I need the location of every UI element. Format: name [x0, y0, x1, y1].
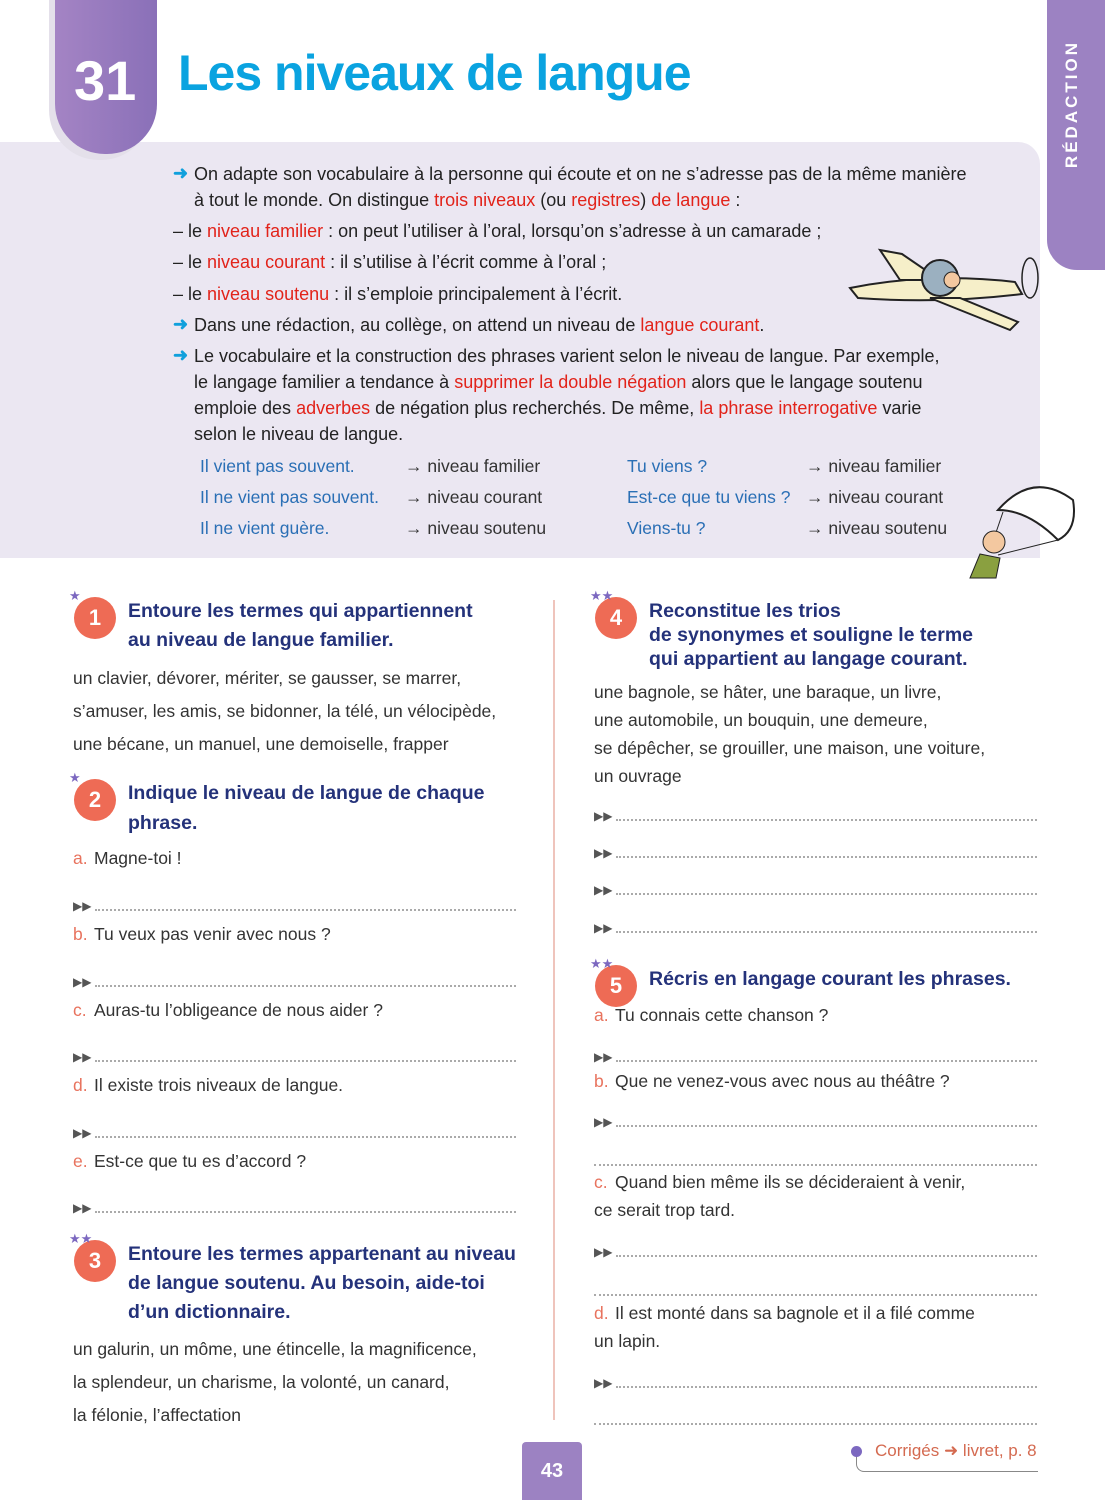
exercise-text: une automobile, un bouquin, une demeure, — [594, 710, 928, 730]
star-icon: ★★ — [590, 588, 614, 603]
answer-line[interactable] — [594, 1164, 1037, 1166]
highlight-term: la phrase interrogative — [699, 398, 878, 418]
item-letter: a. — [594, 1005, 609, 1025]
answer-line[interactable] — [95, 985, 516, 987]
answer-line[interactable] — [594, 1423, 1037, 1425]
item-letter: d. — [73, 1075, 88, 1095]
double-chevron-icon: ▶▶ — [73, 1050, 92, 1064]
exercise-number: 5 — [595, 965, 637, 1007]
answer-line[interactable] — [616, 1255, 1037, 1257]
text-segment: selon le niveau de langue. — [194, 424, 404, 444]
double-chevron-icon: ▶▶ — [594, 846, 613, 860]
text-segment: – le — [173, 252, 208, 272]
lesson-line — [194, 372, 923, 393]
text-segment: : il s’emploie principalement à l’écrit. — [329, 284, 623, 304]
example-phrase: Tu viens ? — [627, 456, 708, 476]
example-level: → niveau soutenu — [405, 518, 547, 538]
bullet-icon — [851, 1446, 862, 1457]
item-sentence: Quand bien même ils se décideraient à venir, — [615, 1172, 966, 1192]
example-phrase: Il ne vient guère. — [200, 518, 330, 538]
answer-line[interactable] — [594, 1294, 1037, 1296]
answer-line[interactable] — [616, 819, 1037, 821]
double-chevron-icon: ▶▶ — [594, 809, 613, 823]
double-chevron-icon: ▶▶ — [73, 899, 92, 913]
lesson-line — [173, 252, 606, 273]
item-letter: d. — [594, 1303, 609, 1323]
star-icon: ★★ — [69, 1231, 93, 1246]
exercise-text: s’amuser, les amis, se bidonner, la télé, un vélocipède, — [73, 701, 497, 721]
highlight-term: trois niveaux — [434, 190, 536, 210]
arrow-right-icon: ➜ — [173, 163, 189, 183]
item-sentence: Il existe trois niveaux de langue. — [94, 1075, 344, 1095]
example-level: → niveau soutenu — [806, 518, 948, 538]
double-chevron-icon: ▶▶ — [594, 1245, 613, 1259]
star-icon: ★ — [69, 588, 81, 603]
answer-line[interactable] — [95, 1136, 516, 1138]
exercise-text: un ouvrage — [594, 766, 682, 786]
item-letter: c. — [73, 1000, 87, 1020]
highlight-term: adverbes — [296, 398, 371, 418]
highlight-term: langue courant — [640, 315, 760, 335]
text-segment: de négation plus recherchés. De même, — [370, 398, 700, 418]
item-sentence: Tu connais cette chanson ? — [615, 1005, 829, 1025]
highlight-term: de langue — [651, 190, 731, 210]
item-letter: c. — [594, 1172, 608, 1192]
answer-line[interactable] — [616, 893, 1037, 895]
exercise-text: la félonie, l’affectation — [73, 1405, 241, 1425]
lesson-line — [194, 315, 764, 336]
airplane-illustration — [840, 238, 1040, 338]
exercise-text: une bagnole, se hâter, une baraque, un livre, — [594, 682, 942, 702]
answer-line[interactable] — [616, 1060, 1037, 1062]
exercise-number: 4 — [595, 597, 637, 639]
item-letter: a. — [73, 848, 88, 868]
lesson-line — [194, 424, 403, 445]
double-chevron-icon: ▶▶ — [594, 921, 613, 935]
double-chevron-icon: ▶▶ — [594, 1115, 613, 1129]
highlight-term: niveau courant — [207, 252, 326, 272]
double-chevron-icon: ▶▶ — [594, 883, 613, 897]
item-sentence: Que ne venez-vous avec nous au théâtre ? — [615, 1071, 950, 1091]
exercise-instruction: Indique le niveau de langue de chaque — [128, 782, 485, 804]
exercise-instruction: Entoure les termes qui appartiennent — [128, 600, 473, 622]
exercise-instruction: Récris en langage courant les phrases. — [649, 968, 1011, 990]
item-sentence: Il est monté dans sa bagnole et il a filé comme — [615, 1303, 975, 1323]
answer-line[interactable] — [616, 856, 1037, 858]
example-phrase: Est-ce que tu viens ? — [627, 487, 791, 507]
answer-line[interactable] — [616, 1125, 1037, 1127]
text-segment: : — [730, 190, 741, 210]
lesson-line — [194, 164, 967, 185]
text-segment: à tout le monde. On distingue — [194, 190, 435, 210]
exercise-instruction: qui appartient au langage courant. — [649, 648, 968, 670]
lesson-line — [173, 221, 821, 242]
answer-line[interactable] — [95, 1211, 516, 1213]
item-sentence: Est-ce que tu es d’accord ? — [94, 1151, 307, 1171]
answer-line[interactable] — [616, 1386, 1037, 1388]
item-sentence: Magne-toi ! — [94, 848, 182, 868]
double-chevron-icon: ▶▶ — [594, 1376, 613, 1390]
arrow-right-icon: ➜ — [173, 345, 189, 365]
exercise-text: un galurin, un môme, une étincelle, la magnificence, — [73, 1339, 477, 1359]
text-segment: : on peut l’utiliser à l’oral, lorsqu’on s’adresse à un camarade ; — [323, 221, 822, 241]
parachutist-illustration — [968, 470, 1083, 595]
example-phrase: Il ne vient pas souvent. — [200, 487, 379, 507]
example-phrase: Il vient pas souvent. — [200, 456, 355, 476]
text-segment: : il s’utilise à l’écrit comme à l’oral ; — [325, 252, 607, 272]
text-segment: (ou — [535, 190, 572, 210]
star-icon: ★★ — [590, 956, 614, 971]
example-level: → niveau courant — [806, 487, 944, 507]
page-title: Les niveaux de langue — [178, 45, 691, 101]
item-letter: b. — [594, 1071, 609, 1091]
text-segment: ) — [640, 190, 652, 210]
text-segment: . — [759, 315, 765, 335]
text-segment: – le — [173, 284, 208, 304]
highlight-term: registres — [571, 190, 641, 210]
column-divider — [553, 600, 555, 1420]
exercise-instruction: Reconstitue les trios — [649, 600, 841, 622]
text-segment: alors que le langage soutenu — [686, 372, 923, 392]
exercise-number: 3 — [74, 1240, 116, 1282]
double-chevron-icon: ▶▶ — [73, 1201, 92, 1215]
lesson-line — [194, 398, 921, 419]
item-sentence: un lapin. — [594, 1331, 661, 1351]
double-chevron-icon: ▶▶ — [594, 1050, 613, 1064]
text-segment: varie — [877, 398, 922, 418]
example-phrase: Viens-tu ? — [627, 518, 706, 538]
example-level: → niveau courant — [405, 487, 543, 507]
answer-line[interactable] — [95, 1060, 516, 1062]
exercise-instruction: au niveau de langue familier. — [128, 629, 394, 651]
item-sentence: Auras-tu l’obligeance de nous aider ? — [94, 1000, 383, 1020]
text-segment: – le — [173, 221, 208, 241]
lesson-line — [194, 346, 939, 367]
corrections-link[interactable]: Corrigés ➜ livret, p. 8 — [875, 1441, 1037, 1460]
exercise-instruction: Entoure les termes appartenant au niveau — [128, 1243, 516, 1265]
text-segment: le langage familier a tendance à — [194, 372, 455, 392]
exercise-text: une bécane, un manuel, une demoiselle, frapper — [73, 734, 449, 754]
arrow-right-icon: ➜ — [173, 314, 189, 334]
example-level: → niveau familier — [806, 456, 942, 476]
answer-line[interactable] — [616, 931, 1037, 933]
exercise-instruction: d’un dictionnaire. — [128, 1301, 291, 1323]
item-sentence: Tu veux pas venir avec nous ? — [94, 924, 331, 944]
text-segment: On adapte son vocabulaire à la personne qui écoute et on ne s’adresse pas de la même manière — [194, 164, 967, 184]
highlight-term: niveau soutenu — [207, 284, 330, 304]
side-tab-label: RÉDACTION — [1062, 40, 1081, 169]
exercise-text: un clavier, dévorer, mériter, se gausser, se marrer, — [73, 668, 462, 688]
star-icon: ★ — [69, 770, 81, 785]
highlight-term: niveau familier — [207, 221, 324, 241]
lesson-line — [194, 190, 740, 211]
text-segment: Le vocabulaire et la construction des phrases varient selon le niveau de langue. Par exemple, — [194, 346, 940, 366]
example-level: → niveau familier — [405, 456, 541, 476]
page-number: 43 — [522, 1442, 582, 1500]
exercise-text: la splendeur, un charisme, la volonté, un canard, — [73, 1372, 450, 1392]
exercise-number: 2 — [74, 779, 116, 821]
exercise-instruction: de langue soutenu. Au besoin, aide-toi — [128, 1272, 485, 1294]
lesson-number: 31 — [74, 49, 137, 112]
double-chevron-icon: ▶▶ — [73, 1126, 92, 1140]
double-chevron-icon: ▶▶ — [73, 975, 92, 989]
answer-line[interactable] — [95, 909, 516, 911]
text-segment: Dans une rédaction, au collège, on attend un niveau de — [194, 315, 641, 335]
item-letter: e. — [73, 1151, 88, 1171]
text-segment: emploie des — [194, 398, 297, 418]
exercise-instruction: de synonymes et souligne le terme — [649, 624, 974, 646]
item-letter: b. — [73, 924, 88, 944]
item-sentence: ce serait trop tard. — [594, 1200, 736, 1220]
exercise-text: se dépêcher, se grouiller, une maison, une voiture, — [594, 738, 986, 758]
exercise-instruction: phrase. — [128, 812, 198, 834]
highlight-term: supprimer la double négation — [454, 372, 687, 392]
exercise-number: 1 — [74, 597, 116, 639]
lesson-line — [173, 284, 622, 305]
